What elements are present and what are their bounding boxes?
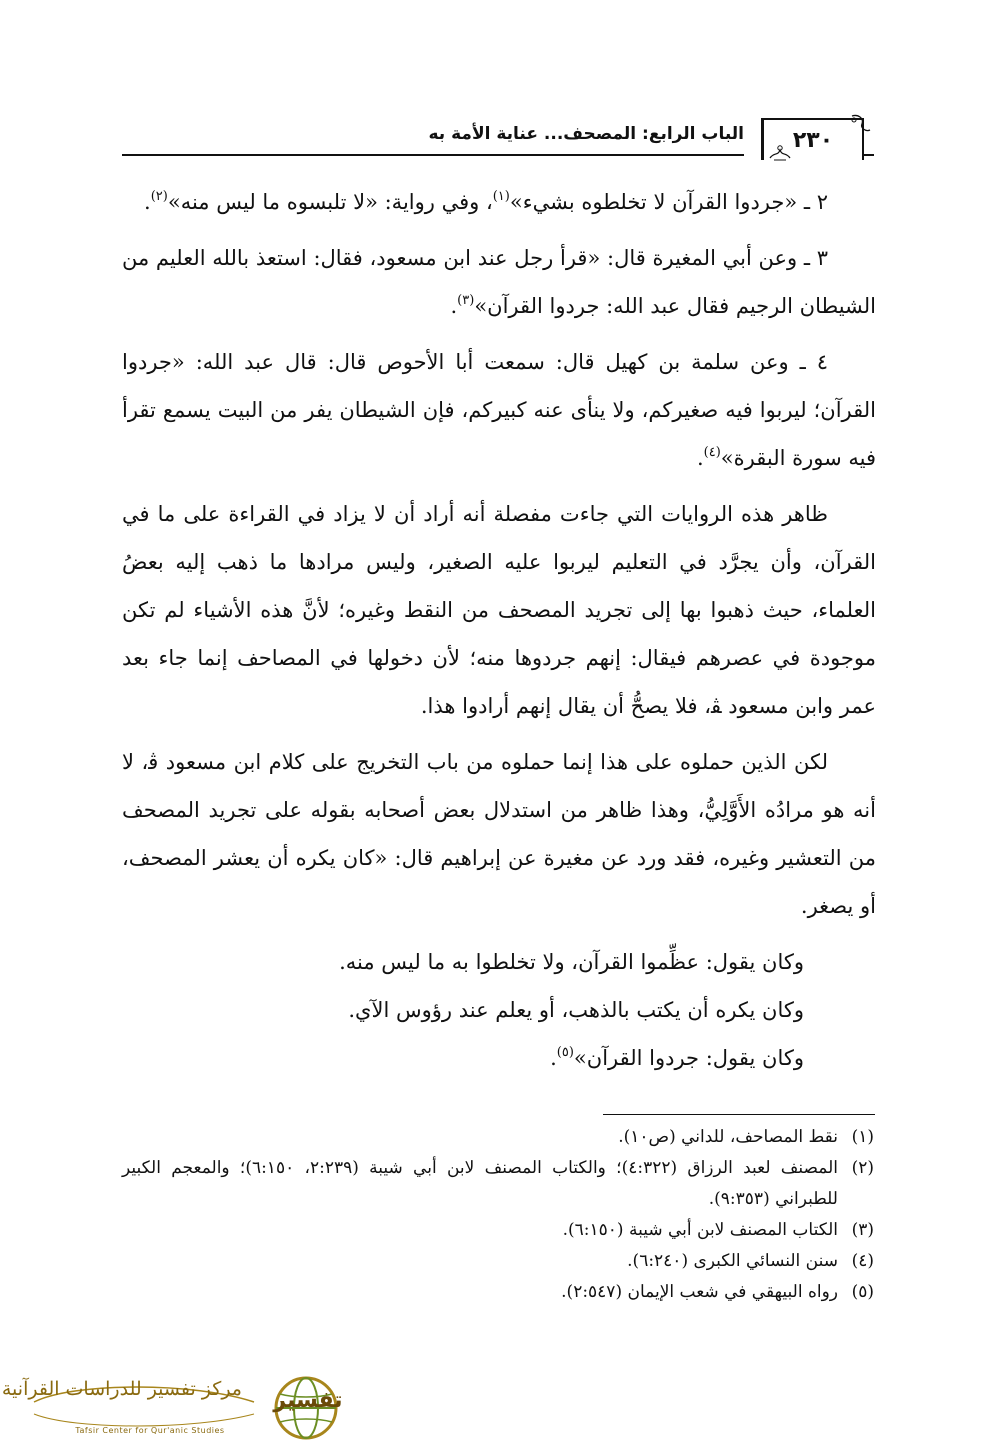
footnote-number: (٥) <box>851 1282 874 1302</box>
text-run: ٤ ـ وعن سلمة بن كهيل قال: سمعت أبا الأحوص قال: قال عبد الله: «جردوا القرآن؛ ليربوا فيه صغيركم، ولا ينأى عنه كبيركم، فإن الشيطان يفر من البيت يسمع تقرأ فيه سورة البقرة» <box>122 350 876 470</box>
floral-ornament-icon <box>768 142 792 162</box>
text-run: ٣ ـ وعن أبي المغيرة قال: «قرأ رجل عند ابن مسعود، فقال: استعذ بالله العليم من الشيطان الرجيم فقال عبد الله: جردوا القرآن» <box>122 246 876 318</box>
logo-brand-word: تفسير <box>273 1388 343 1413</box>
footnote-text: الكتاب المصنف لابن أبي شيبة (٦:١٥٠). <box>562 1220 838 1240</box>
quote-line-2: وكان يكره أن يكتب بالذهب، أو يعلم عند رؤوس الآي. <box>348 998 804 1022</box>
footnote <box>122 1122 874 1153</box>
footnote-ref-5: (٥) <box>556 1045 574 1060</box>
quote-line-1: وكان يقول: عظِّموا القرآن، ولا تخلطوا به ما ليس منه. <box>339 950 804 974</box>
footnote-ref-1: (١) <box>492 189 510 204</box>
footnote-number: (١) <box>851 1127 874 1147</box>
tafsir-center-logo <box>1 1372 364 1444</box>
paragraph-hadith-4 <box>122 338 876 482</box>
footnote <box>122 1153 874 1215</box>
footnotes <box>122 1122 874 1308</box>
chapter-title: الباب الرابع: المصحف... عناية الأمة به <box>428 124 744 144</box>
page-number: ٢٣٠ <box>792 127 834 153</box>
header-rule <box>122 154 744 156</box>
footnote-text: رواه البيهقي في شعب الإيمان (٢:٥٤٧). <box>561 1282 838 1302</box>
footnote-number: (٢) <box>851 1158 874 1178</box>
footnote-separator <box>603 1114 875 1115</box>
page-number-box <box>761 118 864 160</box>
footnote-number: (٣) <box>851 1220 874 1240</box>
paragraph-commentary: ظاهر هذه الروايات التي جاءت مفصلة أنه أراد أن لا يزاد في القراءة على ما في القرآن، وأن يجرَّد في التعليم ليربوا عليه الصغير، وليس مرادها ما ذهب إليه بعضُ العلماء، حيث ذهبوا بها إلى تجريد المصحف من النقط وغيره؛ لأنَّ هذه الأشياء لم تكن موجودة في عصرهم فيقال: إنهم جردوها منه؛ لأن دخولها في المصاحف إنما جاء بعد عمر وابن مسعود ﭭ، فلا يصحُّ أن يقال إنهم أرادوا هذا. <box>122 502 876 718</box>
footnote-text: نقط المصاحف، للداني (ص١٠). <box>618 1127 838 1147</box>
logo-latin-name: Tafsir Center for Qur'anic Studies <box>75 1426 225 1435</box>
footnote-text: سنن النسائي الكبرى (٦:٢٤٠). <box>627 1251 838 1271</box>
footnote <box>122 1215 874 1246</box>
text-run: ٢ ـ «جردوا القرآن لا تخلطوه بشيء» <box>509 190 828 214</box>
text-run: ، وفي رواية: «لا تلبسوه ما ليس منه» <box>167 190 493 214</box>
text-run: . <box>696 446 704 470</box>
footnote-ref-3: (٣) <box>457 293 475 308</box>
footnote-text: المصنف لعبد الرزاق (٤:٣٢٢)؛ والكتاب المصنف لابن أبي شيبة (٢:٢٣٩، ٦:١٥٠)؛ والمعجم الكبير للطبراني (٩:٣٥٣). <box>122 1158 838 1209</box>
logo-arabic-name: مركز تفسير للدراسات القرآنية <box>1 1378 242 1400</box>
running-header <box>122 112 874 164</box>
paragraph-hadith-2 <box>122 178 876 226</box>
text-run: . <box>144 190 151 214</box>
footnote <box>122 1246 874 1277</box>
text-run: وكان يقول: جردوا القرآن» <box>573 1046 804 1070</box>
text-run: . <box>450 294 458 318</box>
footnote-ref-4: (٤) <box>703 445 721 460</box>
corner-flourish-icon <box>848 112 874 138</box>
main-text <box>122 178 876 1082</box>
footnote <box>122 1277 874 1308</box>
text-run: . <box>550 1046 557 1070</box>
paragraph-interpretation: لكن الذين حملوه على هذا إنما حملوه من باب التخريج على كلام ابن مسعود ﭬ، لا أنه هو مرادُه الأَوَّلِيُّ، وهذا ظاهر من استدلال بعض أصحابه بقوله على تجريد المصحف من التعشير وغيره، فقد ورد عن مغيرة عن إبراهيم قال: «كان يكره أن يعشر المصحف، أو يصغر. <box>122 750 876 918</box>
footnote-ref-2: (٢) <box>150 189 168 204</box>
footnote-number: (٤) <box>851 1251 874 1271</box>
quote-line-3 <box>122 1034 876 1082</box>
paragraph-hadith-3 <box>122 234 876 330</box>
